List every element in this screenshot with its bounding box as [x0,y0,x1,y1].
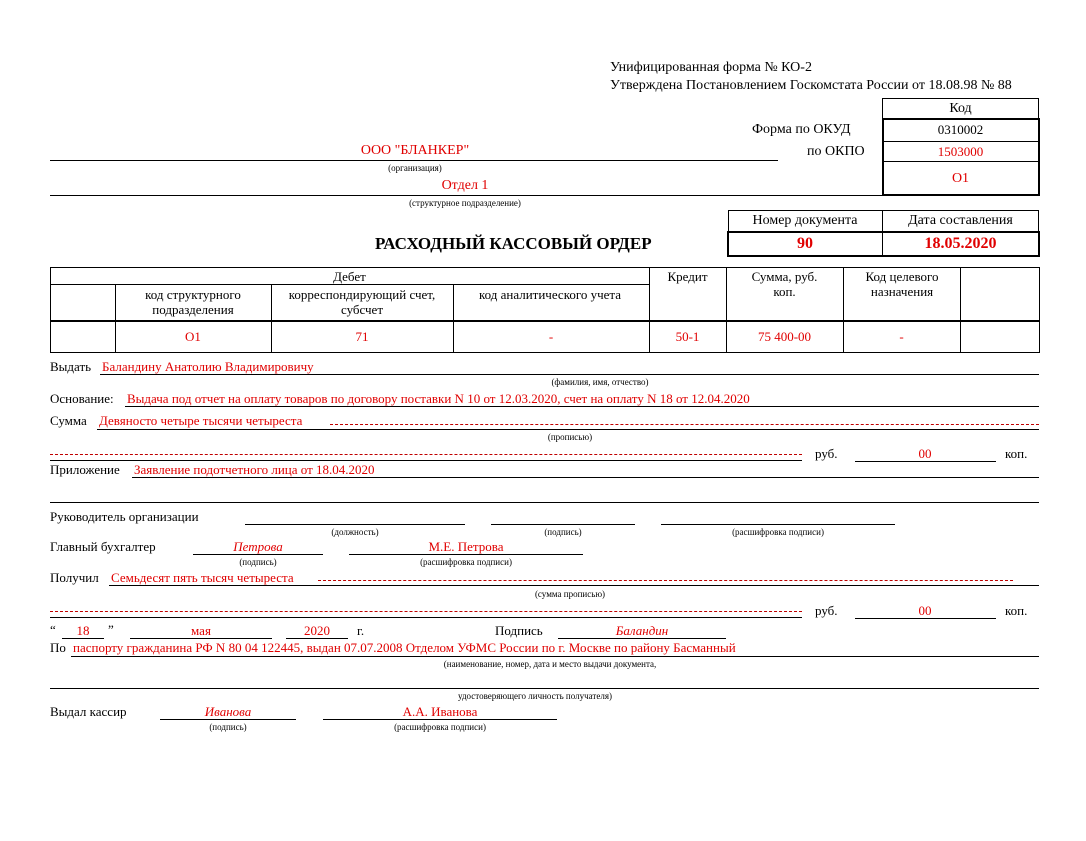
position-caption: (должность) [331,527,379,537]
attachment-label: Приложение [50,462,120,477]
approval-line: Утверждена Постановлением Госкомстата России от 18.08.98 № 88 [610,78,1012,93]
sign-label: Подпись [495,623,543,638]
document-number: 90 [797,235,813,252]
decoding-caption: (расшифровка подписи) [394,722,486,732]
extra-code: О1 [951,171,970,186]
basis-value: Выдача под отчет на оплату товаров по договору поставки N 10 от 12.03.2020, счет на оплату N 18 от 12.04.2020 [127,391,750,406]
row-analytic: - [548,329,554,344]
kop-label: коп. [1005,603,1028,618]
divider [661,524,895,525]
divider [491,524,635,525]
form-line: Унифицированная форма № КО-2 [610,60,812,75]
organization-caption: (организация) [388,163,442,173]
date-header: Дата составления [908,213,1013,228]
divider [960,267,961,353]
dashes [50,611,802,612]
okud-value: 0310002 [937,122,984,137]
kop-label: коп. [1005,446,1028,461]
sum-caption: (прописью) [547,432,593,442]
issue-label: Выдать [50,359,92,374]
code-header-cell [882,98,1039,119]
organization-name: ООО "БЛАНКЕР" [360,143,470,158]
divider [286,638,348,639]
divider [97,429,1039,430]
okpo-value: 1503000 [937,144,984,159]
signature-caption: (подпись) [239,557,277,567]
row-sum: 75 400-00 [757,329,812,344]
col-account-header: корреспондирующий счет, субсчет [288,287,436,317]
divider [50,502,1039,503]
divider [100,374,1039,375]
divider [245,524,465,525]
divider [50,195,882,196]
cashier-label: Выдал кассир [50,704,127,719]
divider [882,141,1039,142]
received-label: Получил [50,570,99,585]
decoding-caption: (расшифровка подписи) [732,527,824,537]
divider [50,460,802,461]
id-caption-2: удостоверяющего личность получателя) [458,691,612,701]
kop-value: 00 [918,446,932,461]
divider [50,320,1040,322]
divider [855,618,996,619]
division-caption: (структурное подразделение) [409,198,521,208]
recipient-signature: Баландин [615,623,669,638]
rub-label: руб. [815,446,838,461]
okpo-label: по ОКПО [807,144,865,159]
head-label: Руководитель организации [50,509,199,524]
cashier-name: А.А. Иванова [402,704,478,719]
row-account: 71 [355,329,369,344]
divider [855,461,996,462]
dashes [318,580,1013,581]
row-division: О1 [185,329,201,344]
code-header: Код [949,101,972,116]
sum-label: Сумма [50,413,87,428]
quote-open: “ [50,622,56,637]
divider [71,656,1039,657]
divider [50,617,802,618]
accountant-label: Главный бухгалтер [50,539,156,554]
divider [62,638,104,639]
accountant-signature: Петрова [233,539,283,554]
divider [882,161,1039,162]
id-caption-1: (наименование, номер, дата и место выдачи документа, [443,659,657,669]
divider [160,719,296,720]
issue-value: Баландину Анатолию Владимировичу [102,359,314,374]
row-purpose: - [899,329,904,344]
divider [50,688,1039,689]
divider [50,160,778,161]
date-year: 2020 [304,623,330,638]
date-day: 18 [76,623,90,638]
received-caption: (сумма прописью) [534,589,606,599]
divider [558,638,726,639]
credit-header: Кредит [667,269,708,284]
dashes [50,454,802,455]
sum-header: Сумма, руб. коп. [751,269,818,299]
okud-label: Форма по ОКУД [752,122,851,137]
issue-caption: (фамилия, имя, отчество) [551,377,649,387]
divider [132,477,1039,478]
division-name: Отдел 1 [441,178,489,193]
received-value: Семьдесят пять тысяч четыреста [111,570,294,585]
divider [349,554,583,555]
year-suffix: г. [357,623,365,638]
number-header: Номер документа [752,213,858,228]
decoding-caption: (расшифровка подписи) [420,557,512,567]
received-kop: 00 [918,603,932,618]
col-division-header: код структурного подразделения [145,287,241,317]
row-credit: 50-1 [675,329,700,344]
signature-caption: (подпись) [209,722,247,732]
cashier-signature: Иванова [204,704,252,719]
quote-close: ” [108,622,114,637]
by-label: По [50,640,66,655]
divider [323,719,557,720]
divider [125,406,1039,407]
col-analytic-header: код аналитического учета [478,287,622,302]
dashes [330,424,1039,425]
debit-header: Дебет [333,269,366,284]
rub-label: руб. [815,603,838,618]
attachment-value: Заявление подотчетного лица от 18.04.2020 [134,462,375,477]
page-title: РАСХОДНЫЙ КАССОВЫЙ ОРДЕР [375,234,652,253]
sum-value: Девяносто четыре тысячи четыреста [99,413,303,428]
divider [193,554,323,555]
divider [109,585,1039,586]
purpose-header: Код целевого назначения [865,269,939,299]
id-document: паспорту гражданина РФ N 80 04 122445, выдан 07.07.2008 Отделом УФМС России по г. Москве по району Басманный [73,640,736,655]
date-month: мая [191,623,211,638]
basis-label: Основание: [50,391,114,406]
accountant-name: М.Е. Петрова [428,539,504,554]
divider [130,638,272,639]
divider [50,284,649,285]
signature-caption: (подпись) [544,527,582,537]
document-date: 18.05.2020 [924,235,997,252]
